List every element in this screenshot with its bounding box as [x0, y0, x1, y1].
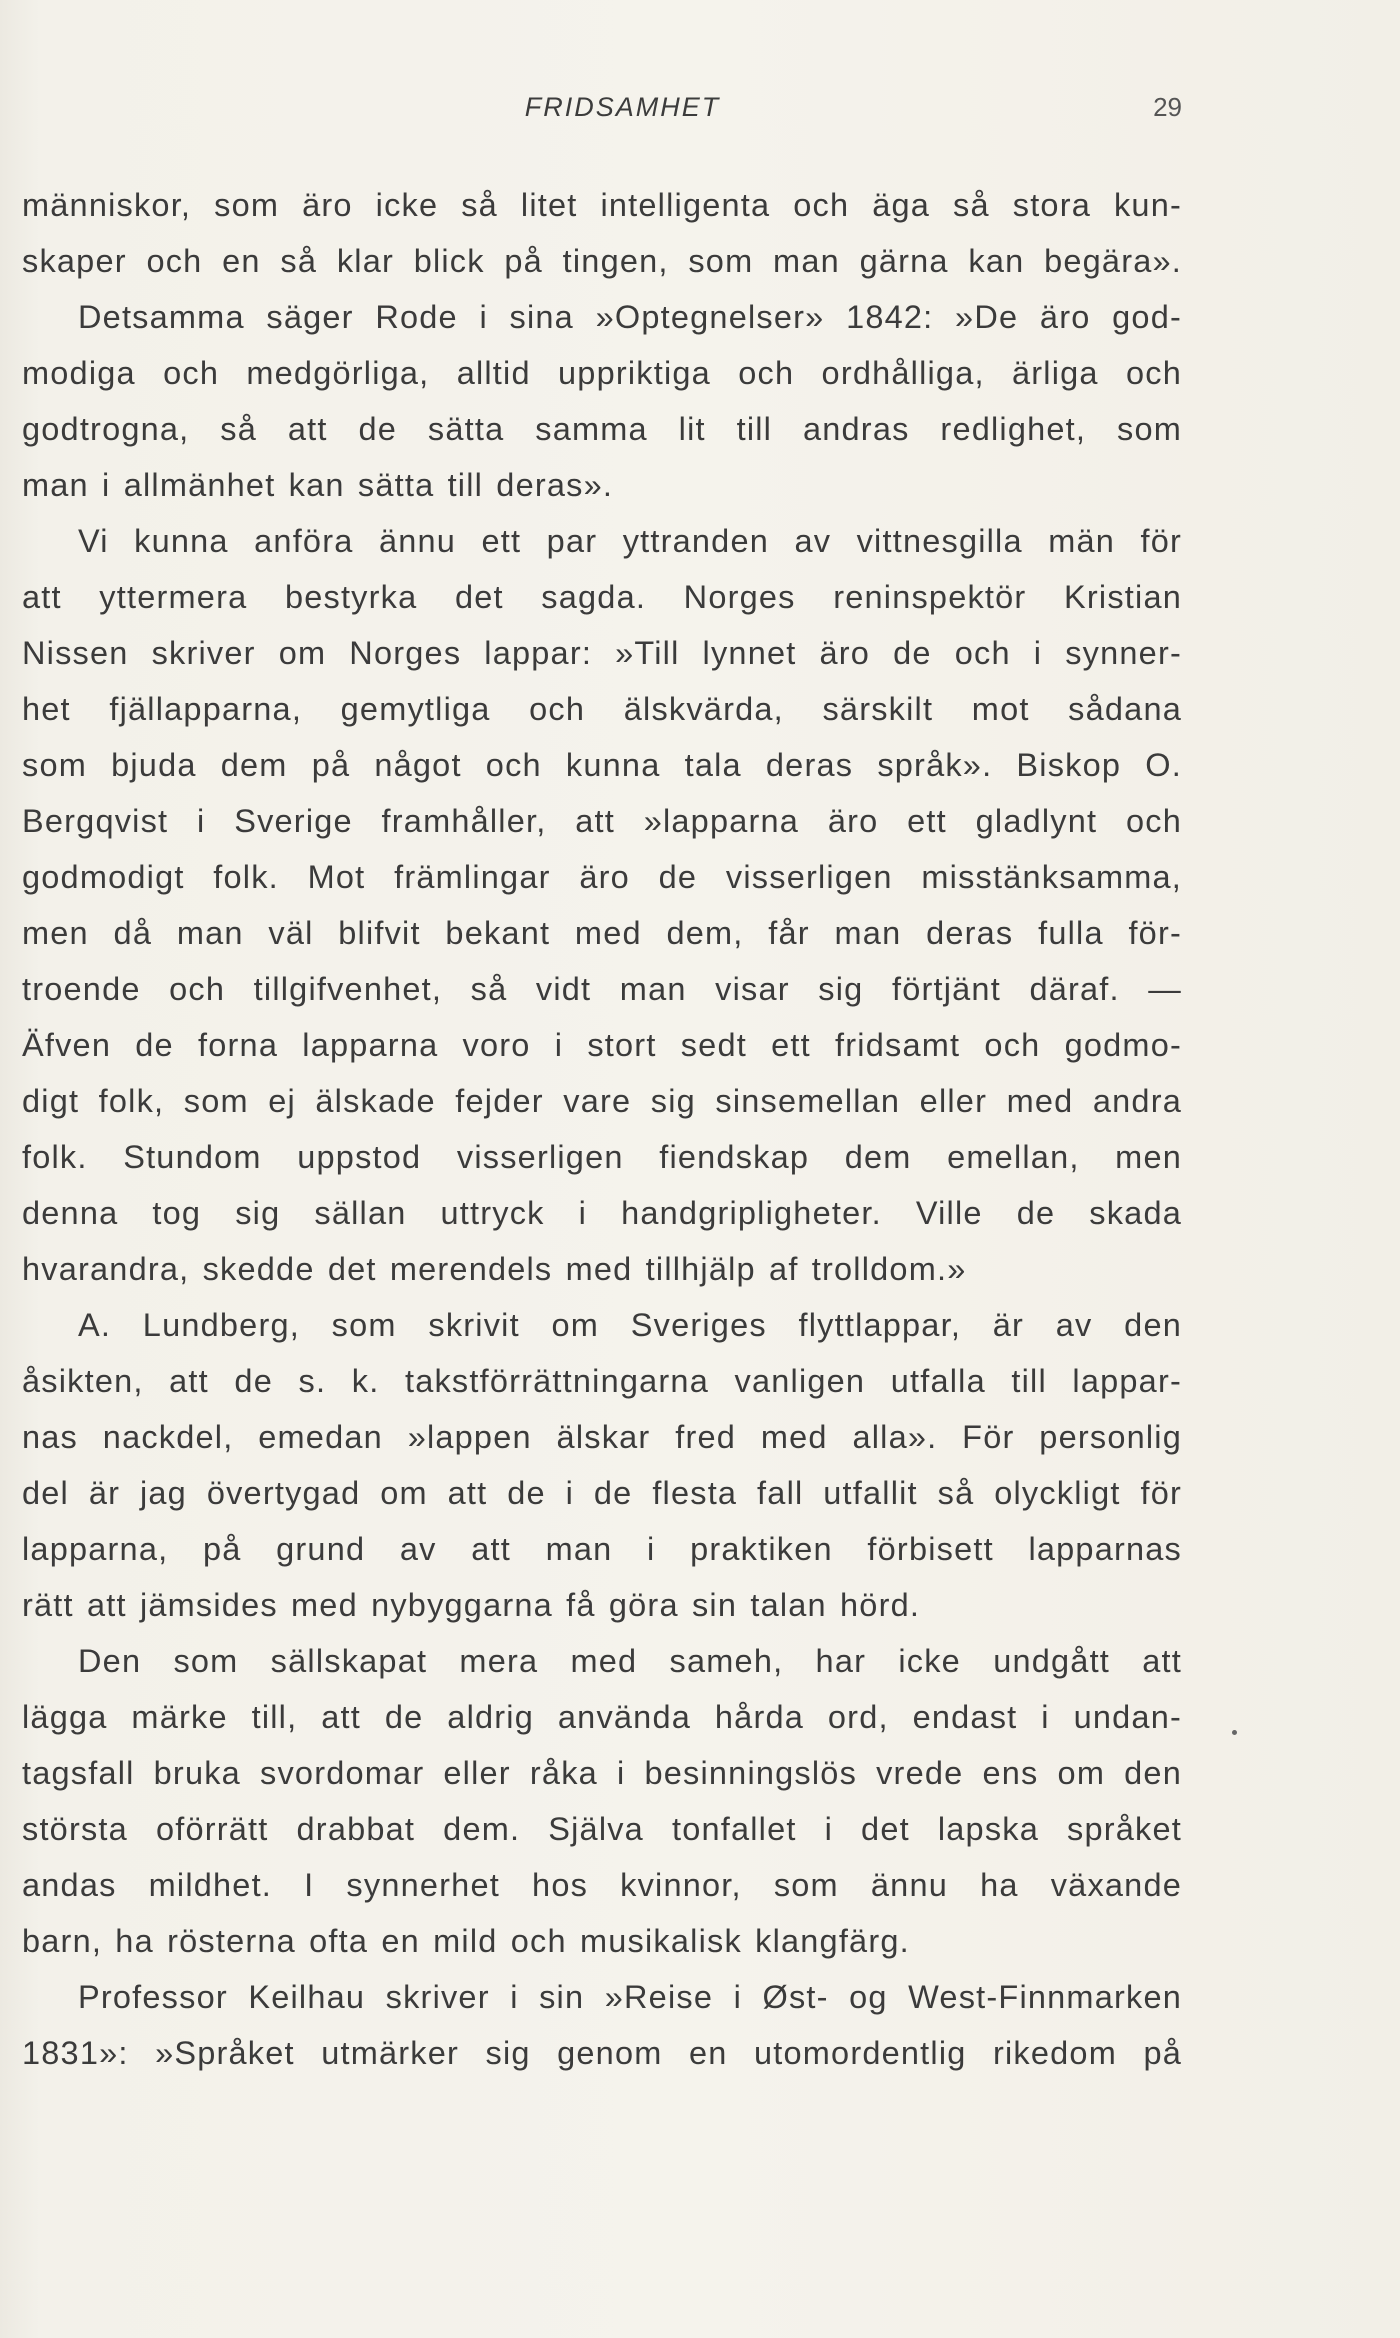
text-line: barn, ha rösterna ofta en mild och musikalisk klangfärg.	[22, 1923, 910, 1959]
text-line: tagsfall bruka svordomar eller råka i besinningslös vrede ens om den	[22, 1755, 1182, 1791]
text-line: godmodigt folk. Mot främlingar äro de visserligen misstänksamma,	[22, 859, 1182, 895]
text-line: Vi kunna anföra ännu ett par yttranden av vittnesgilla män för	[78, 523, 1182, 559]
text-line: Professor Keilhau skriver i sin »Reise i Øst- og West-Finnmarken	[78, 1979, 1182, 2015]
text-line: åsikten, att de s. k. takstförrättningarna vanligen utfalla till lappar-	[22, 1363, 1182, 1399]
text-line: största oförrätt drabbat dem. Själva tonfallet i det lapska språket	[22, 1811, 1182, 1847]
page-header	[0, 92, 1400, 132]
text-line: men då man väl blifvit bekant med dem, får man deras fulla för-	[22, 915, 1182, 951]
text-line: digt folk, som ej älskade fejder vare sig sinsemellan eller med andra	[22, 1083, 1182, 1119]
text-line: nas nackdel, emedan »lappen älskar fred med alla». För personlig	[22, 1419, 1182, 1455]
text-line: lägga märke till, att de aldrig använda hårda ord, endast i undan-	[22, 1699, 1182, 1735]
text-line: 1831»: »Språket utmärker sig genom en utomordentlig rikedom på	[22, 2035, 1182, 2071]
text-line: hvarandra, skedde det merendels med tillhjälp af trolldom.»	[22, 1251, 967, 1287]
text-line: denna tog sig sällan uttryck i handgripligheter. Ville de skada	[22, 1195, 1182, 1231]
text-line: skaper och en så klar blick på tingen, som man gärna kan begära».	[22, 243, 1182, 279]
text-line: Nissen skriver om Norges lappar: »Till lynnet äro de och i synner-	[22, 635, 1182, 671]
text-line: man i allmänhet kan sätta till deras».	[22, 467, 614, 503]
text-line: människor, som äro icke så litet intelligenta och äga så stora kun-	[22, 187, 1182, 223]
text-line: Den som sällskapat mera med sameh, har icke undgått att	[78, 1643, 1182, 1679]
text-line: A. Lundberg, som skrivit om Sveriges flyttlappar, är av den	[78, 1307, 1182, 1343]
text-line: Äfven de forna lapparna voro i stort sedt ett fridsamt och godmo-	[22, 1027, 1182, 1063]
text-line: folk. Stundom uppstod visserligen fiendskap dem emellan, men	[22, 1139, 1182, 1175]
text-line: modiga och medgörliga, alltid uppriktiga och ordhålliga, ärliga och	[22, 355, 1182, 391]
text-line: rätt att jämsides med nybyggarna få göra sin talan hörd.	[22, 1587, 921, 1623]
text-line: godtrogna, så att de sätta samma lit till andras redlighet, som	[22, 411, 1182, 447]
text-line: lapparna, på grund av att man i praktiken förbisett lapparnas	[22, 1531, 1182, 1567]
running-title: FRIDSAMHET	[524, 92, 721, 122]
page-number: 29	[1153, 92, 1182, 122]
ink-dot	[1232, 1730, 1237, 1735]
text-line: het fjällapparna, gemytliga och älskvärda, särskilt mot sådana	[22, 691, 1182, 727]
text-line: Detsamma säger Rode i sina »Optegnelser» 1842: »De äro god-	[78, 299, 1182, 335]
text-line: att yttermera bestyrka det sagda. Norges reninspektör Kristian	[22, 579, 1182, 615]
text-line: del är jag övertygad om att de i de flesta fall utfallit så olyckligt för	[22, 1475, 1182, 1511]
text-line: Bergqvist i Sverige framhåller, att »lapparna äro ett gladlynt och	[22, 803, 1182, 839]
text-line: troende och tillgifvenhet, så vidt man visar sig förtjänt däraf. —	[22, 971, 1182, 1007]
text-line: som bjuda dem på något och kunna tala deras språk». Biskop O.	[22, 747, 1182, 783]
text-line: andas mildhet. I synnerhet hos kvinnor, som ännu ha växande	[22, 1867, 1182, 1903]
